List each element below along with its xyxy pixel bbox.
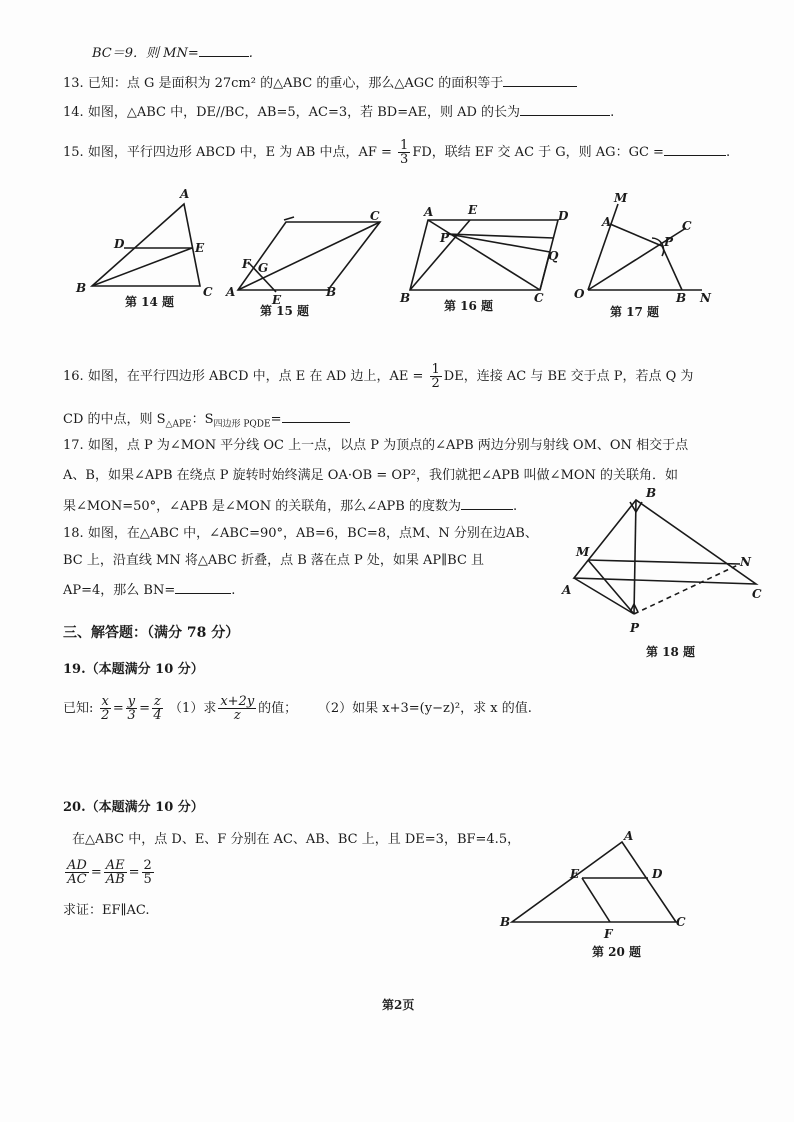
label-c: C [752, 587, 762, 601]
fraction-denominator: 2 [431, 376, 440, 391]
question-13 [63, 74, 577, 92]
question-number: 13. [63, 76, 84, 91]
fraction-numerator: 1 [400, 138, 409, 153]
label-b: B [646, 486, 657, 500]
section-heading: 三、解答题：（满分 78 分） [63, 625, 240, 641]
figures-row [70, 182, 730, 322]
question-text-continued: DE，连接 AC 与 BE 交于点 P，若点 Q 为 [443, 369, 694, 384]
numerator: y [127, 694, 136, 709]
label-d: D [652, 867, 663, 881]
question-part-2: （2）如果 x+3=(y−z)²，求 x 的值. [317, 701, 532, 716]
question-text: 如图，在△ABC 中，∠ABC=90°，AB=6，BC=8，点M、N 分别在边AB、 [87, 526, 538, 541]
question-part-1: （1）求 [169, 701, 217, 716]
label-d: D [114, 237, 125, 251]
label-b: B [400, 291, 411, 305]
question-17-line3 [63, 497, 517, 515]
label-b: B [76, 281, 87, 295]
question-text: 如图，平行四边形 ABCD 中，E 为 AB 中点，AF = [87, 145, 397, 160]
question-number: 14. [63, 105, 84, 120]
label-m: M [614, 191, 628, 205]
subscript: △APE [165, 419, 192, 430]
label-a: A [562, 583, 572, 597]
label-p: P [440, 231, 450, 245]
question-text: AP=4，那么 BN= [63, 583, 176, 598]
question-text: 如图，△ABC 中，DE//BC，AB=5，AC=3，若 BD=AE，则 AD 的长为 [87, 105, 521, 120]
label-d: D [558, 209, 569, 223]
label-n: N [740, 555, 751, 569]
answer-blank[interactable] [282, 410, 350, 423]
fraction-z-over-4 [152, 695, 163, 722]
label-c: C [370, 209, 380, 223]
label-f: F [242, 257, 251, 271]
figure-14 [75, 187, 213, 309]
label-c: C [203, 285, 213, 299]
question-20-heading: 20.（本题满分 10 分） [63, 800, 204, 815]
figure-17 [574, 191, 712, 319]
question-text: ：S [191, 412, 214, 427]
question-text-continued: FD，联结 EF 交 AC 于 G，则 AG：GC = [412, 145, 664, 160]
label-e: E [195, 241, 205, 255]
denominator: z [233, 708, 241, 723]
answer-blank[interactable] [520, 103, 610, 116]
question-text: CD 的中点，则 S [63, 412, 166, 427]
question-text: 已知: [63, 701, 94, 716]
answer-blank[interactable] [175, 581, 231, 594]
label-a: A [226, 285, 236, 299]
fraction [398, 139, 410, 166]
denominator: AC [67, 872, 87, 887]
label-f: F [604, 927, 613, 941]
label-c: C [534, 291, 544, 305]
question-15 [63, 138, 730, 168]
subscript: 四边形 PQDE [213, 419, 271, 430]
question-text: A、B，如果∠APB 在绕点 P 旋转时始终满足 OA·OB = OP²，我们就把∠APB 叫做∠MON 的关联角．如 [63, 468, 679, 483]
question-text: 的值； [258, 701, 298, 716]
label-a: A [602, 215, 612, 229]
question-14 [63, 103, 614, 121]
figure-15 [225, 209, 380, 318]
question-16 [63, 362, 693, 392]
numerator: x+2y [220, 694, 255, 709]
fraction [430, 363, 442, 390]
fraction-denominator: 3 [400, 152, 409, 167]
label-c: C [676, 915, 686, 929]
answer-blank[interactable] [461, 497, 513, 510]
question-end: . [610, 105, 615, 120]
label-e: E [272, 293, 282, 307]
figure-18 [560, 484, 770, 664]
question-18 [63, 526, 538, 542]
fraction-2-5 [142, 859, 154, 886]
question-end: . [512, 499, 518, 514]
label-b: B [326, 285, 337, 299]
page-number: 第2页 [382, 998, 415, 1012]
label-p: P [664, 235, 674, 249]
question-number: 18. [63, 526, 84, 541]
figure-caption: 第 16 题 [444, 299, 494, 313]
figure-caption: 第 14 题 [125, 295, 175, 309]
answer-blank[interactable] [503, 74, 577, 87]
label-g: G [258, 261, 269, 275]
fraction-numerator: 1 [431, 362, 440, 377]
figure-caption: 第 18 题 [646, 645, 696, 659]
q12-end: . [248, 46, 253, 61]
denominator: 2 [101, 708, 110, 723]
figure-caption: 第 15 题 [260, 304, 310, 318]
label-p: P [630, 621, 640, 635]
question-19: 已知: $\frac{x}{2}$ = $\frac{y}{3}$ = $\frac{z}{4}$ （1）求 $\frac{x+2y}{z}$ 的值； （2）如果 x+3=(y−z)²，求 x 的值. [63, 694, 532, 723]
label-n: N [700, 291, 711, 305]
question-20 [72, 832, 520, 848]
numerator: z [154, 694, 161, 709]
fraction-ad-ac [65, 859, 89, 886]
q12-tail [92, 44, 253, 62]
question-19-heading: 19.（本题满分 10 分） [63, 662, 204, 677]
question-17 [63, 438, 688, 454]
question-number: 15. [63, 145, 84, 160]
fraction-x-over-2 [100, 695, 111, 722]
numerator: 2 [143, 858, 152, 873]
question-20-ratio: $\frac{AD}{AC}$ = $\frac{AE}{AB}$ = $\frac{2}{5}$ [67, 858, 152, 887]
label-o: O [574, 287, 585, 301]
q12-text: BC＝9．则 MN= [92, 46, 199, 61]
denominator: AB [105, 872, 125, 887]
question-number: 17. [63, 438, 84, 453]
question-18-line3 [63, 581, 235, 599]
label-b: B [676, 291, 687, 305]
denominator: 4 [153, 708, 162, 723]
denominator: 5 [143, 872, 152, 887]
question-text: 果∠MON=50°，∠APB 是∠MON 的关联角，那么∠APB 的度数为 [63, 499, 461, 514]
fraction-y-over-3 [126, 695, 137, 722]
question-16-line2 [63, 410, 350, 428]
question-text: 如图，点 P 为∠MON 平分线 OC 上一点，以点 P 为顶点的∠APB 两边分别与射线 OM、ON 相交于点 [87, 438, 689, 453]
fraction-ae-ab [104, 859, 127, 886]
fraction-expression [218, 695, 256, 722]
question-end: . [231, 583, 236, 598]
label-a: A [624, 829, 634, 843]
numerator: AE [105, 858, 125, 873]
numerator: AD [67, 858, 87, 873]
question-end: . [725, 145, 731, 160]
label-q: Q [548, 249, 559, 263]
label-a: A [180, 187, 190, 201]
label-b: B [500, 915, 511, 929]
figure-20 [490, 828, 710, 968]
question-text: 已知：点 G 是面积为 27cm² 的△ABC 的重心，那么△AGC 的面积等于 [87, 76, 504, 91]
answer-blank[interactable] [664, 143, 726, 156]
label-a: A [424, 205, 434, 219]
label-c: C [682, 219, 692, 233]
label-e: E [468, 203, 478, 217]
figure-caption: 第 20 题 [592, 945, 642, 959]
answer-blank[interactable] [199, 44, 249, 57]
denominator: 3 [127, 708, 136, 723]
figure-16 [399, 203, 569, 313]
question-text: 在△ABC 中，点 D、E、F 分别在 AC、AB、BC 上，且 DE=3，BF=4.5， [72, 832, 521, 847]
question-17-line2 [63, 468, 678, 484]
question-text: BC 上，沿直线 MN 将△ABC 折叠，点 B 落在点 P 处，如果 AP∥BC 且 [63, 553, 485, 568]
question-number: 16. [63, 369, 84, 384]
question-20-prove: 求证：EF∥AC. [63, 903, 150, 918]
label-e: E [570, 867, 580, 881]
numerator: x [101, 694, 109, 709]
question-18-line2 [63, 553, 484, 569]
figure-caption: 第 17 题 [610, 305, 660, 319]
question-text: 如图，在平行四边形 ABCD 中，点 E 在 AD 边上，AE = [87, 369, 428, 384]
label-m: M [576, 545, 590, 559]
equals-sign: = [270, 412, 282, 427]
